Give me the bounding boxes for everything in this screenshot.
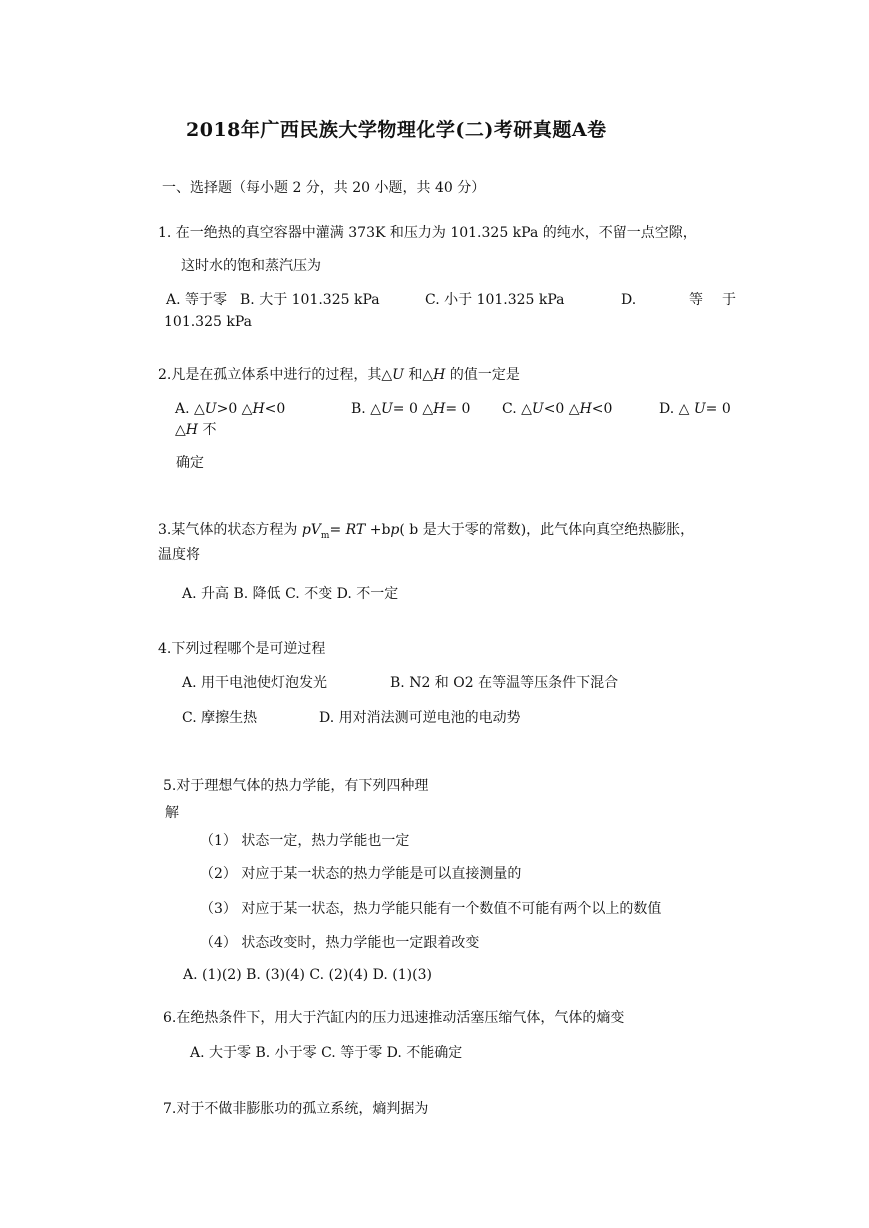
question-1-option-b: B. 大于 101.325 kPa	[240, 292, 380, 308]
question-7-stem: 7.对于不做非膨胀功的孤立系统，熵判据为	[163, 1101, 429, 1117]
question-1-option-d-word2: 于	[722, 292, 736, 308]
question-5-options: A. (1)(2) B. (3)(4) C. (2)(4) D. (1)(3)	[183, 967, 432, 983]
question-1-option-c: C. 小于 101.325 kPa	[425, 292, 565, 308]
question-2-option-a: A. △U>0 △H<0	[175, 401, 286, 417]
section-heading: 一、选择题（每小题 2 分，共 20 小题，共 40 分）	[162, 180, 486, 196]
question-3-stem-line2: 温度将	[158, 547, 200, 563]
question-5-stem-line1: 5.对于理想气体的热力学能，有下列四种理	[163, 778, 429, 794]
question-5-stem-line2: 解	[165, 805, 179, 821]
question-3-stem: 3.某气体的状态方程为 $pV_m=$ RT +bp( b 是大于零的常数)，此气体向真空绝热膨胀，	[158, 522, 695, 541]
question-6-stem: 6.在绝热条件下，用大于汽缸内的压力迅速推动活塞压缩气体，气体的熵变	[163, 1010, 625, 1026]
page-title: 2018年广西民族大学物理化学(二)考研真题A卷	[186, 119, 607, 141]
question-1-option-d: D.	[621, 292, 637, 308]
question-2-option-b: B. △U= 0 △H= 0	[351, 401, 471, 417]
question-2-option-c: C. △U<0 △H<0	[502, 401, 613, 417]
question-2-option-d-line2: △H 不	[175, 422, 217, 438]
question-5-item-1: （1） 状态一定，热力学能也一定	[200, 833, 410, 849]
question-5-item-4: （4） 状态改变时，热力学能也一定跟着改变	[200, 935, 480, 951]
question-1-option-d-word1: 等	[689, 292, 703, 308]
question-4-option-b: B. N2 和 O2 在等温等压条件下混合	[390, 675, 619, 691]
question-1-option-a: A. 等于零	[166, 292, 228, 308]
question-4-stem: 4.下列过程哪个是可逆过程	[158, 641, 326, 657]
question-4-option-c: C. 摩擦生热	[182, 710, 258, 726]
question-2-stem: 2.凡是在孤立体系中进行的过程，其△U 和△H 的值一定是	[158, 367, 520, 383]
question-2-option-d: D. △ U= 0	[659, 401, 731, 417]
question-1-stem-line1: 1. 在一绝热的真空容器中灌满 373K 和压力为 101.325 kPa 的纯水，不留一点空隙，	[158, 225, 697, 241]
question-4-option-a: A. 用干电池使灯泡发光	[182, 675, 328, 691]
question-1-stem-line2: 这时水的饱和蒸汽压为	[181, 258, 321, 274]
question-2-option-d-line3: 确定	[176, 455, 204, 471]
question-1-option-d-continued: 101.325 kPa	[164, 314, 252, 330]
question-5-item-3: （3） 对应于某一状态，热力学能只能有一个数值不可能有两个以上的数值	[200, 901, 662, 917]
question-5-item-2: （2） 对应于某一状态的热力学能是可以直接测量的	[200, 866, 522, 882]
question-4-option-d: D. 用对消法测可逆电池的电动势	[319, 710, 521, 726]
question-6-options: A. 大于零 B. 小于零 C. 等于零 D. 不能确定	[190, 1045, 463, 1061]
question-3-options: A. 升高 B. 降低 C. 不变 D. 不一定	[182, 586, 399, 602]
